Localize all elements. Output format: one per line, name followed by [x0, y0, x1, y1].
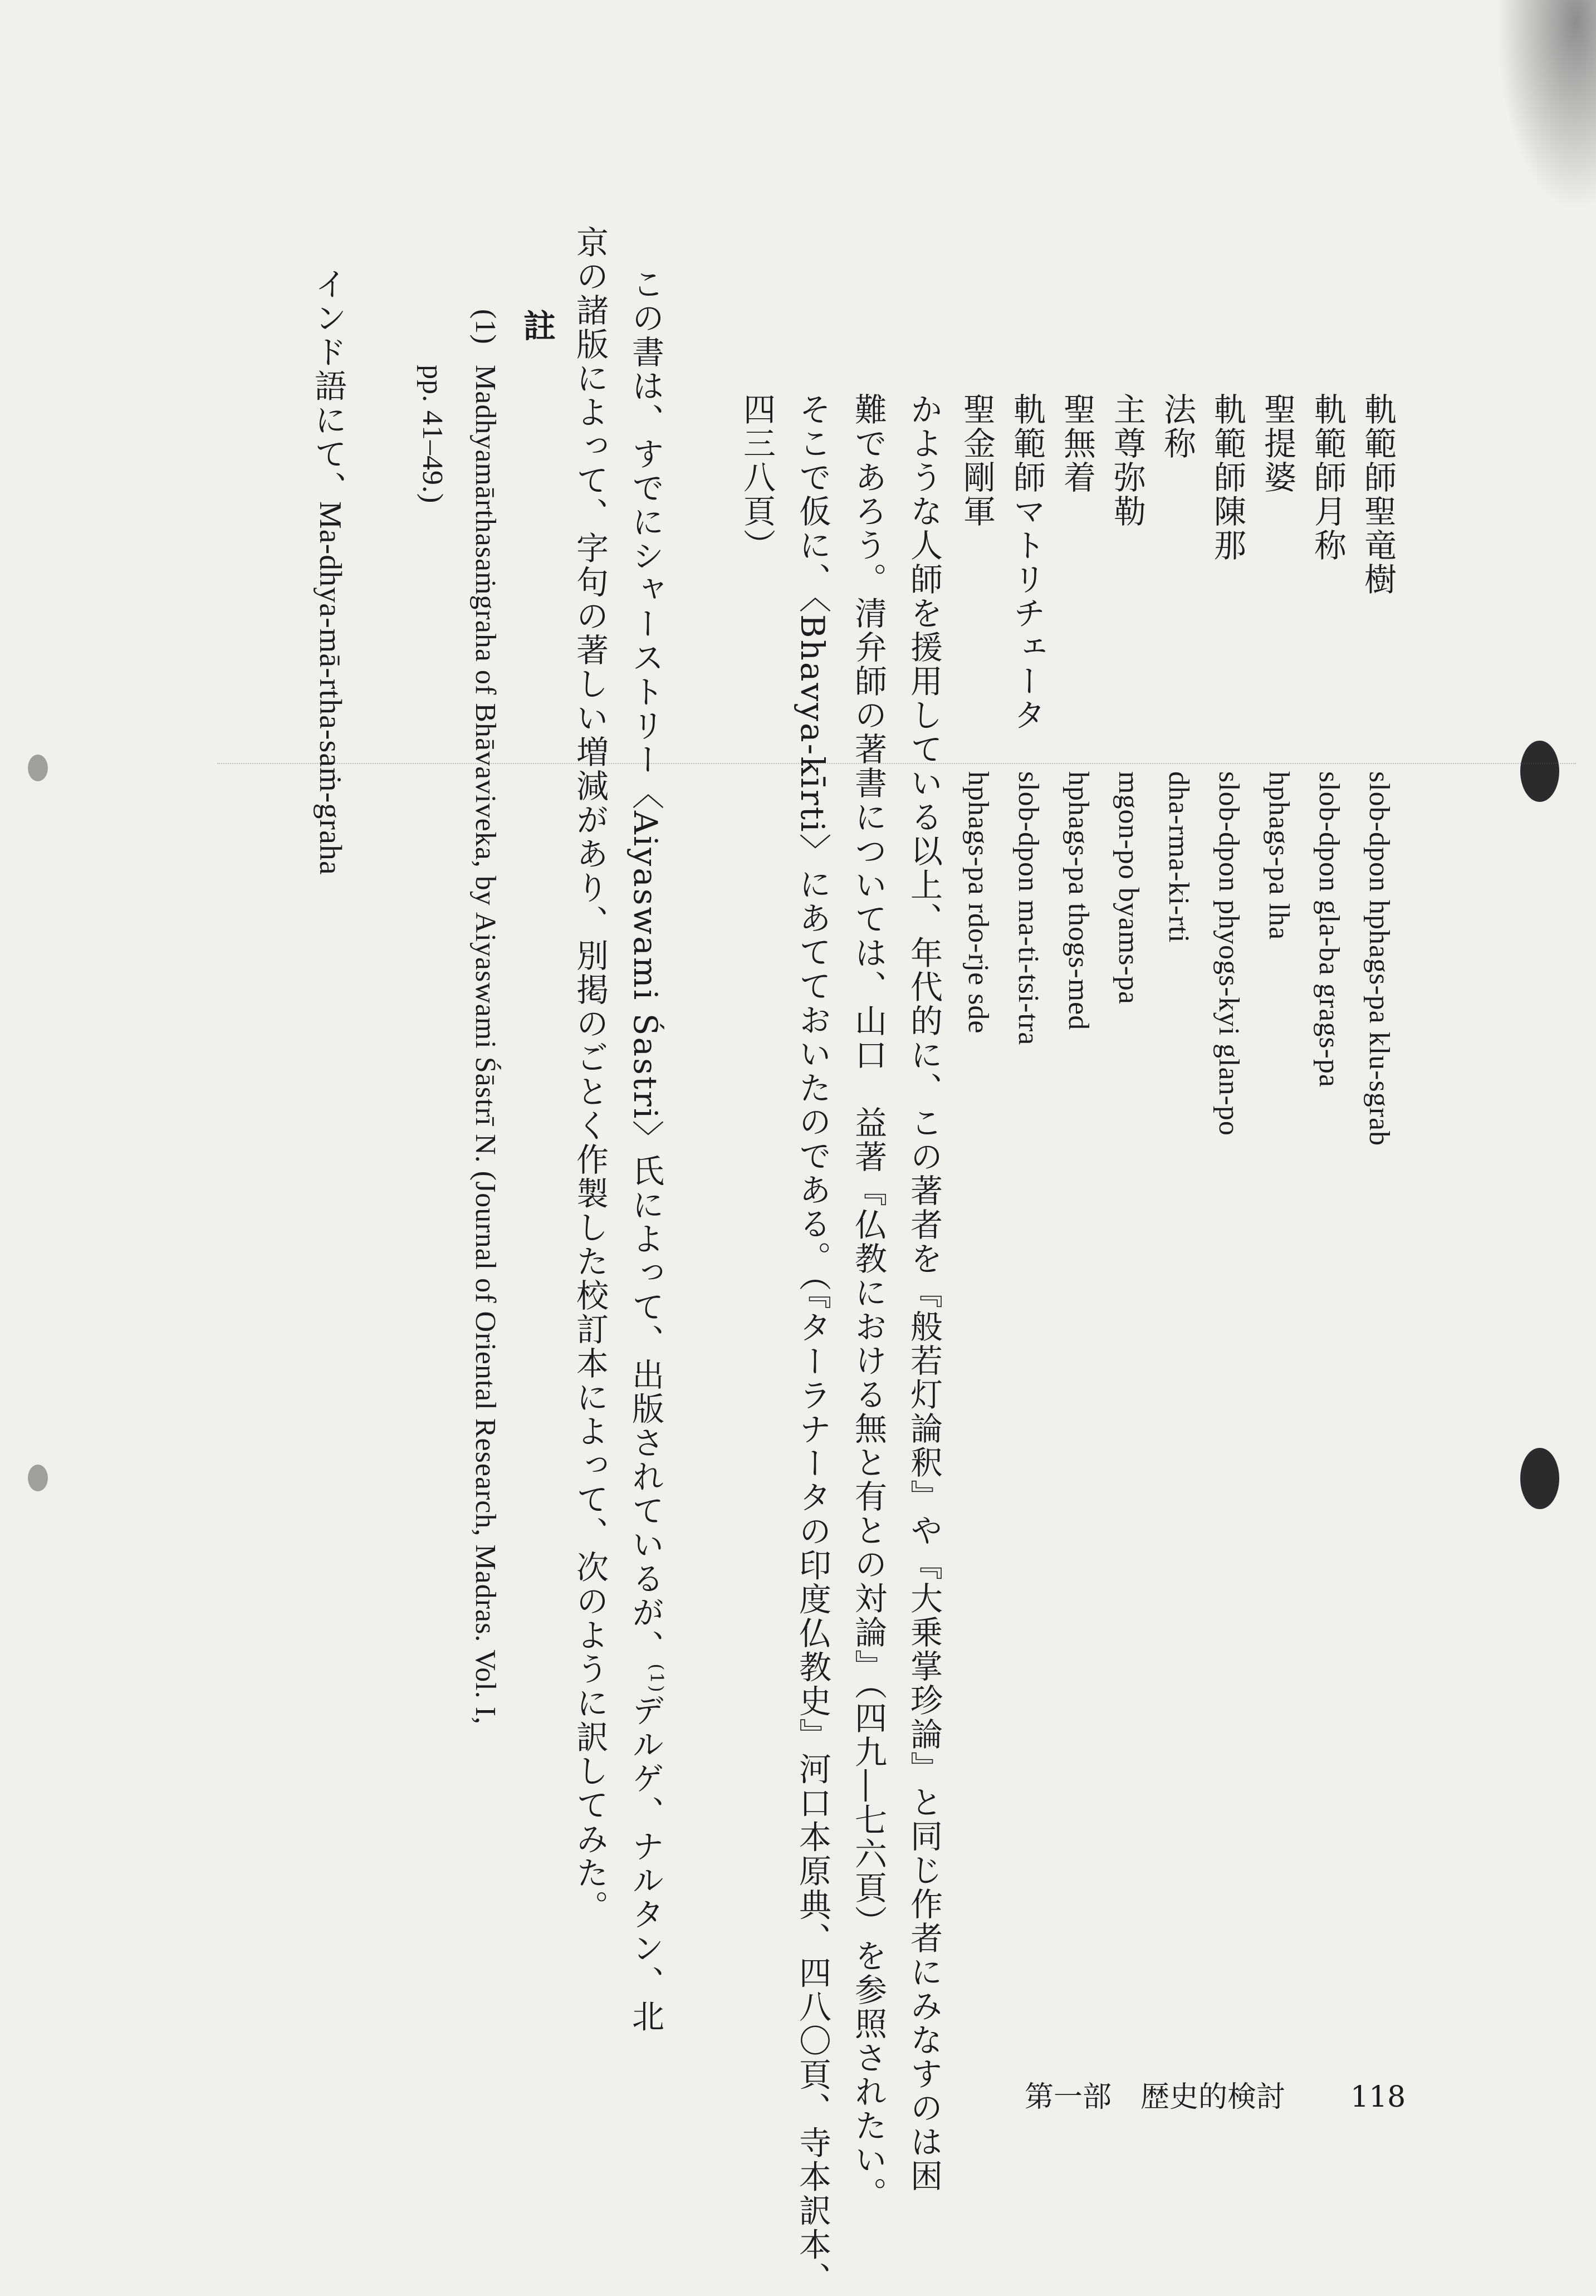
punch-hole-mark [1520, 741, 1559, 802]
body-line-5 [626, 267, 668, 2034]
body-line-4: 四三八頁） [738, 393, 776, 562]
closing-line-jp: インド語にて、 [309, 267, 347, 505]
author-tib-7: hphags-pa thogs-med [1063, 771, 1094, 1031]
footnote-ref[interactable]: (1) [646, 1663, 668, 1694]
body-line-3: そこで仮に、〈Bhavya-kīrti〉にあてておいたのである。（『ターラナータの印度仏教史』河口本原典、四八〇頁、寺本訳本、 [794, 393, 831, 2296]
author-tib-6: mgon-po byams-pa [1113, 771, 1144, 1005]
author-jp-4: 軌範師陳那 [1208, 393, 1246, 562]
author-jp-3: 聖提婆 [1259, 393, 1296, 495]
author-jp-2: 軌範師月称 [1309, 393, 1347, 562]
author-jp-1: 軌範師聖竜樹 [1359, 393, 1397, 596]
author-tib-9: hphags-pa rdo-rje sde [962, 771, 994, 1034]
author-jp-6: 主尊弥勒 [1108, 393, 1146, 528]
body-line-1: かような人師を援用している以上、年代的に、この著者を『般若灯論釈』や『大乗掌珍論』と同じ作者にみなすのは困 [905, 393, 943, 2193]
author-tib-2: slob-dpon gla-ba grags-pa [1313, 771, 1345, 1088]
author-jp-8: 軌範師マトリチェータ [1008, 393, 1046, 732]
page-number: 118 [1350, 2080, 1406, 2114]
author-tib-5: dha-rma-ki-rti [1163, 771, 1194, 943]
body-line-2: 難であろう。清弁師の著書については、山口 益著『仏教における無と有との対論』（四九―七六頁）を参照されたい。 [849, 393, 887, 2211]
notes-heading: 註 [518, 309, 556, 343]
author-jp-5: 法称 [1158, 393, 1196, 461]
note-1-number[interactable]: (1) [469, 309, 501, 345]
body-line-5-tail: デルゲ、ナルタン、北 [626, 1693, 664, 2034]
body-line-5-text: この書は、すでにシャーストリー〈Aiyaswami Śastri〉氏によって、出版されているが、 [626, 267, 664, 1664]
author-tib-8: slob-dpon ma-ti-tsi-tra [1012, 771, 1044, 1046]
note-1-pages: pp. 41–49.) [417, 365, 448, 504]
author-jp-9: 聖金剛軍 [958, 393, 996, 528]
punch-hole-mark [1520, 1448, 1559, 1509]
body-line-6: 京の諸版によって、字句の著しい増減があり、別掲のごとく作製した校訂本によって、次のように訳してみた。 [571, 226, 609, 1924]
closing-line-title: Ma-dhya-mā-rtha-saṁ-graha [313, 501, 347, 875]
author-tib-3: hphags-pa lha [1263, 771, 1295, 941]
scan-speck [28, 755, 48, 781]
author-tib-1: slob-dpon hphags-pa klu-sgrab [1363, 771, 1395, 1147]
running-header-part: 第一部 歴史的検討 [1025, 2080, 1286, 2114]
scan-corner-noise [1496, 0, 1596, 212]
scan-line [217, 763, 1576, 765]
author-jp-7: 聖無着 [1058, 393, 1096, 495]
author-tib-4: slob-dpon phyogs-kyi glan-po [1213, 771, 1245, 1136]
scan-speck [28, 1465, 48, 1491]
note-1-text: Madhyamārthasaṁgraha of Bhāvaviveka, by Aiyaswami Śāstrī N. (Journal of Oriental Research, Madras. Vol. I, [469, 365, 501, 1725]
